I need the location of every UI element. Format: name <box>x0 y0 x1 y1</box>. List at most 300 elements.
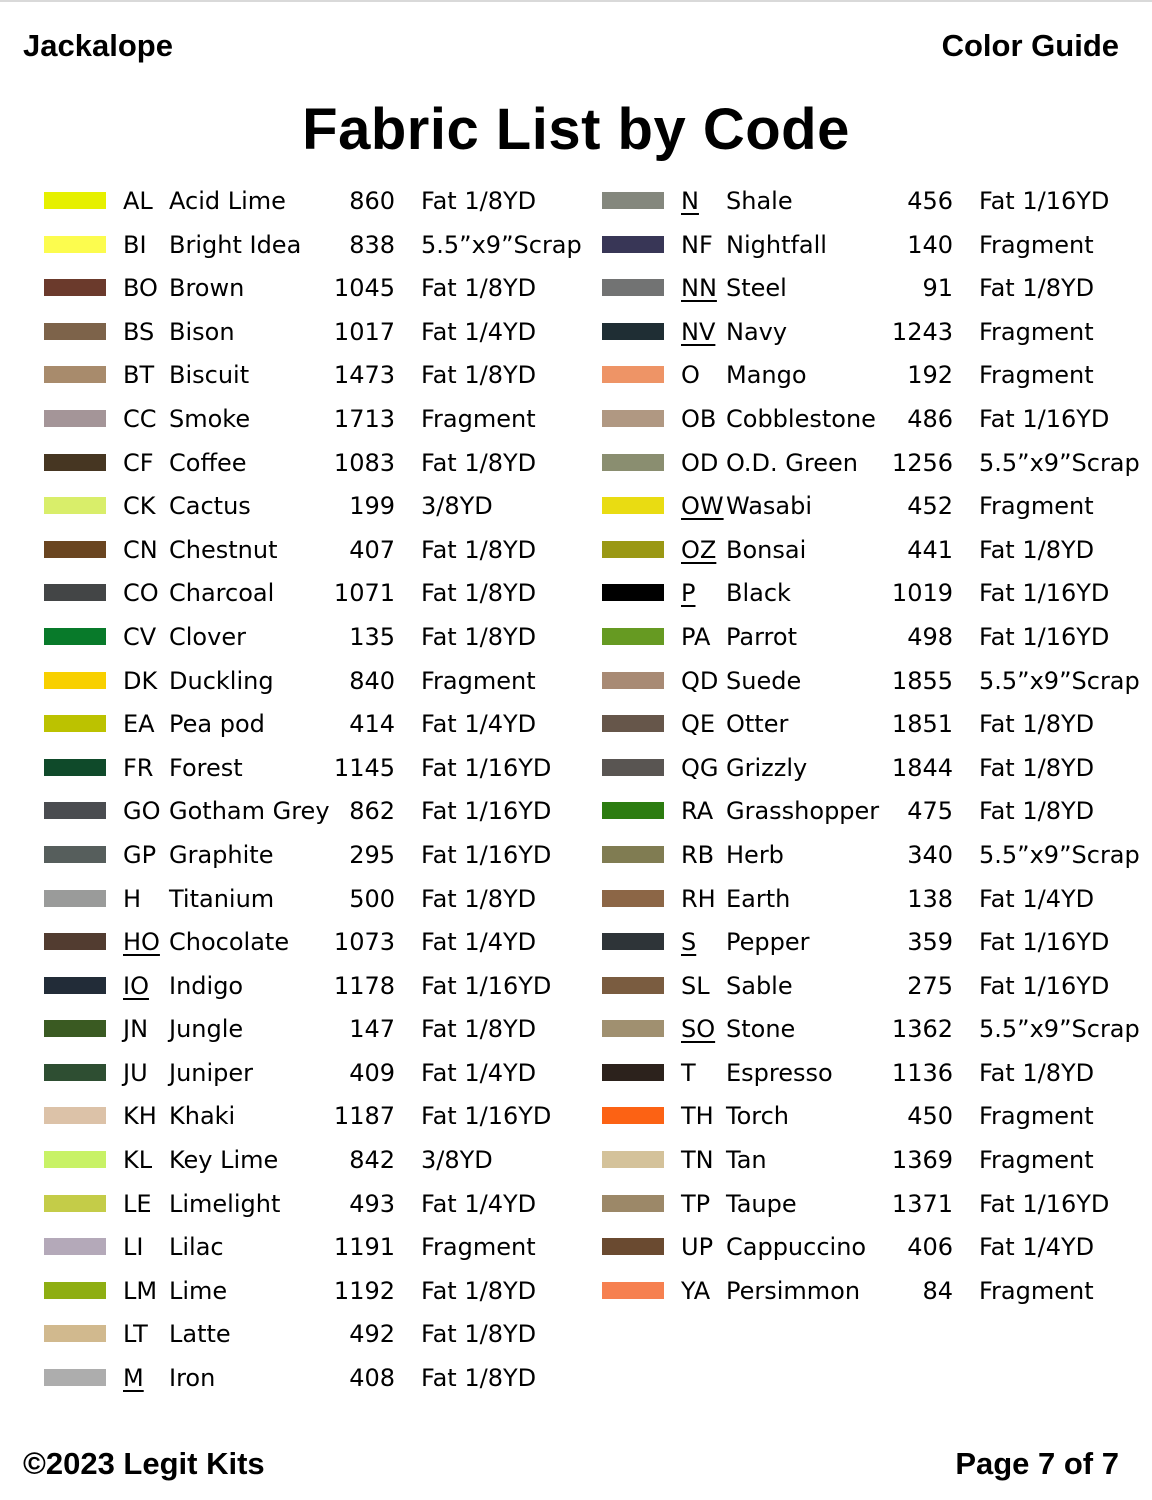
fabric-code: NF <box>681 230 713 259</box>
fabric-size: Fragment <box>421 666 536 695</box>
fabric-name: Brown <box>169 274 245 303</box>
fabric-quantity: 408 <box>349 1364 395 1393</box>
fabric-row <box>0 878 560 922</box>
fabric-size: Fat 1/8YD <box>421 1276 537 1305</box>
fabric-quantity: 860 <box>349 187 395 215</box>
fabric-row <box>0 790 560 834</box>
fabric-name: Clover <box>169 622 246 651</box>
fabric-row <box>0 703 560 747</box>
fabric-quantity: 1243 <box>891 317 953 346</box>
fabric-column-left <box>0 180 582 1401</box>
fabric-name: Shale <box>726 187 793 215</box>
fabric-code: M <box>123 1364 144 1393</box>
color-swatch <box>44 933 106 950</box>
color-swatch <box>44 1282 106 1299</box>
color-swatch <box>602 279 664 296</box>
color-swatch <box>44 628 106 645</box>
fabric-size: Fat 1/16YD <box>979 1189 1110 1218</box>
fabric-quantity: 475 <box>907 797 953 826</box>
color-swatch <box>44 1151 106 1168</box>
color-swatch <box>44 584 106 601</box>
fabric-size: Fragment <box>421 1233 536 1262</box>
fabric-name: Bonsai <box>726 535 807 564</box>
fabric-row <box>0 660 560 704</box>
fabric-size: Fat 1/16YD <box>421 753 552 782</box>
fabric-name: Herb <box>726 840 784 869</box>
fabric-name: Cappuccino <box>726 1233 867 1262</box>
color-swatch <box>602 454 664 471</box>
fabric-quantity: 1045 <box>333 274 395 303</box>
fabric-quantity: 1187 <box>333 1102 395 1131</box>
fabric-row <box>558 660 1140 704</box>
color-swatch <box>44 410 106 427</box>
fabric-quantity: 140 <box>907 230 953 259</box>
fabric-quantity: 1083 <box>333 448 395 477</box>
copyright: ©2023 Legit Kits <box>23 1446 265 1481</box>
fabric-column-right <box>558 180 1140 1313</box>
fabric-row <box>558 921 1118 965</box>
fabric-code: YA <box>681 1276 711 1305</box>
fabric-name: Khaki <box>169 1102 236 1131</box>
fabric-name: Nightfall <box>726 230 827 259</box>
fabric-row <box>0 1095 560 1139</box>
fabric-code: FR <box>123 753 154 782</box>
color-swatch <box>44 977 106 994</box>
kit-name: Jackalope <box>23 28 173 63</box>
fabric-row <box>558 790 1118 834</box>
fabric-size: 5.5”x9”Scrap <box>979 666 1140 695</box>
fabric-name: Pepper <box>726 928 810 957</box>
fabric-code: H <box>123 884 142 913</box>
color-swatch <box>602 1064 664 1081</box>
fabric-quantity: 498 <box>907 622 953 651</box>
fabric-row <box>558 1008 1140 1052</box>
fabric-name: Key Lime <box>169 1146 279 1175</box>
color-swatch <box>44 1064 106 1081</box>
fabric-code: JU <box>123 1058 148 1087</box>
fabric-quantity: 486 <box>907 404 953 433</box>
fabric-size: Fat 1/4YD <box>421 710 537 739</box>
fabric-size: 5.5”x9”Scrap <box>421 230 582 259</box>
fabric-size: 5.5”x9”Scrap <box>979 840 1140 869</box>
fabric-size: Fragment <box>979 1276 1094 1305</box>
fabric-size: Fat 1/8YD <box>979 753 1095 782</box>
fabric-name: Acid Lime <box>169 187 286 215</box>
fabric-code: RA <box>681 797 714 826</box>
color-swatch <box>44 759 106 776</box>
fabric-quantity: 199 <box>349 492 395 521</box>
fabric-name: Cobblestone <box>726 404 876 433</box>
fabric-code: CV <box>123 622 157 651</box>
color-swatch <box>44 802 106 819</box>
fabric-name: Lime <box>169 1276 228 1305</box>
fabric-name: Pea pod <box>169 710 265 739</box>
fabric-row <box>558 267 1118 311</box>
fabric-row <box>0 747 560 791</box>
fabric-size: Fat 1/4YD <box>979 884 1095 913</box>
fabric-quantity: 407 <box>349 535 395 564</box>
fabric-name: Gotham Grey <box>169 797 330 826</box>
fabric-code: S <box>681 928 697 957</box>
fabric-code: JN <box>123 1015 149 1044</box>
fabric-quantity: 492 <box>349 1320 395 1349</box>
fabric-size: Fragment <box>979 1102 1094 1131</box>
fabric-row <box>558 180 1118 224</box>
fabric-name: Charcoal <box>169 579 275 608</box>
color-swatch <box>602 366 664 383</box>
fabric-name: Biscuit <box>169 361 250 390</box>
color-swatch <box>602 977 664 994</box>
fabric-quantity: 1851 <box>891 710 953 739</box>
fabric-name: Smoke <box>169 404 251 433</box>
fabric-quantity: 1362 <box>891 1015 953 1044</box>
color-swatch <box>602 890 664 907</box>
fabric-name: Sable <box>726 971 793 1000</box>
fabric-row <box>558 1052 1118 1096</box>
fabric-row <box>0 224 582 268</box>
fabric-size: Fat 1/8YD <box>421 187 537 215</box>
guide-label: Color Guide <box>941 28 1119 63</box>
color-swatch <box>44 454 106 471</box>
fabric-quantity: 1256 <box>891 448 953 477</box>
fabric-quantity: 1369 <box>891 1146 953 1175</box>
fabric-code: EA <box>123 710 155 739</box>
fabric-code: CN <box>123 535 158 564</box>
fabric-row <box>0 1313 560 1357</box>
fabric-quantity: 1145 <box>333 753 395 782</box>
fabric-row <box>0 572 560 616</box>
fabric-size: Fat 1/8YD <box>421 622 537 651</box>
fabric-code: QD <box>681 666 719 695</box>
fabric-code: AL <box>123 187 153 215</box>
fabric-row <box>0 354 560 398</box>
fabric-code: RB <box>681 840 715 869</box>
color-swatch <box>44 1020 106 1037</box>
fabric-size: Fat 1/8YD <box>979 535 1095 564</box>
fabric-quantity: 1371 <box>891 1189 953 1218</box>
fabric-code: NV <box>681 317 716 346</box>
fabric-code: GO <box>123 797 161 826</box>
color-swatch <box>44 497 106 514</box>
fabric-code: CO <box>123 579 159 608</box>
fabric-name: Parrot <box>726 622 797 651</box>
fabric-size: Fat 1/8YD <box>421 1364 537 1393</box>
fabric-row <box>0 1008 560 1052</box>
color-swatch <box>44 192 106 209</box>
fabric-quantity: 135 <box>349 622 395 651</box>
fabric-name: Iron <box>169 1364 216 1393</box>
fabric-quantity: 192 <box>907 361 953 390</box>
fabric-name: Espresso <box>726 1058 833 1087</box>
fabric-row <box>558 1139 1118 1183</box>
color-swatch <box>602 759 664 776</box>
fabric-code: LI <box>123 1233 144 1262</box>
fabric-name: Steel <box>726 274 787 303</box>
fabric-code: IO <box>123 971 149 1000</box>
fabric-size: Fat 1/8YD <box>421 535 537 564</box>
fabric-size: Fat 1/16YD <box>979 971 1110 1000</box>
color-swatch <box>44 279 106 296</box>
fabric-name: Chestnut <box>169 535 278 564</box>
fabric-row <box>0 834 560 878</box>
fabric-name: Coffee <box>169 448 247 477</box>
fabric-quantity: 1017 <box>333 317 395 346</box>
fabric-quantity: 1713 <box>333 404 395 433</box>
fabric-name: Juniper <box>169 1058 254 1087</box>
color-swatch <box>602 541 664 558</box>
color-swatch <box>602 1107 664 1124</box>
fabric-name: Limelight <box>169 1189 281 1218</box>
color-swatch <box>602 802 664 819</box>
color-swatch <box>602 1238 664 1255</box>
fabric-code: HO <box>123 928 160 957</box>
fabric-size: Fragment <box>979 230 1094 259</box>
fabric-size: Fragment <box>979 317 1094 346</box>
fabric-quantity: 340 <box>907 840 953 869</box>
fabric-quantity: 409 <box>349 1058 395 1087</box>
fabric-code: BO <box>123 274 158 303</box>
fabric-name: O.D. Green <box>726 448 858 477</box>
color-swatch <box>44 541 106 558</box>
fabric-size: Fat 1/16YD <box>979 187 1110 215</box>
fabric-quantity: 842 <box>349 1146 395 1175</box>
fabric-size: 5.5”x9”Scrap <box>979 1015 1140 1044</box>
color-swatch <box>44 1325 106 1342</box>
fabric-name: Latte <box>169 1320 231 1349</box>
color-swatch <box>602 410 664 427</box>
fabric-row <box>558 1183 1118 1227</box>
fabric-name: Stone <box>726 1015 796 1044</box>
fabric-quantity: 91 <box>922 274 953 303</box>
fabric-row <box>558 485 1118 529</box>
fabric-size: Fat 1/16YD <box>421 797 552 826</box>
color-swatch <box>602 192 664 209</box>
fabric-size: 5.5”x9”Scrap <box>979 448 1140 477</box>
fabric-row <box>0 529 560 573</box>
fabric-size: Fat 1/16YD <box>421 840 552 869</box>
fabric-row <box>0 267 560 311</box>
color-swatch <box>44 846 106 863</box>
fabric-row <box>558 1270 1118 1314</box>
fabric-row <box>0 485 560 529</box>
fabric-name: Chocolate <box>169 928 290 957</box>
fabric-size: Fat 1/16YD <box>979 622 1110 651</box>
color-swatch <box>602 1195 664 1212</box>
fabric-code: GP <box>123 840 157 869</box>
color-swatch <box>602 715 664 732</box>
fabric-size: Fat 1/8YD <box>979 274 1095 303</box>
fabric-name: Jungle <box>169 1015 244 1044</box>
fabric-name: Torch <box>726 1102 790 1131</box>
top-rule <box>0 0 1152 2</box>
fabric-name: Otter <box>726 710 789 739</box>
fabric-row <box>558 398 1118 442</box>
fabric-row <box>0 616 560 660</box>
fabric-code: NN <box>681 274 717 303</box>
fabric-size: Fat 1/8YD <box>421 448 537 477</box>
fabric-row <box>0 1357 560 1401</box>
fabric-quantity: 452 <box>907 492 953 521</box>
fabric-code: DK <box>123 666 158 695</box>
fabric-size: 3/8YD <box>421 1146 493 1175</box>
fabric-code: CF <box>123 448 154 477</box>
fabric-size: Fat 1/8YD <box>421 579 537 608</box>
color-swatch <box>602 323 664 340</box>
fabric-code: UP <box>681 1233 714 1262</box>
fabric-row <box>0 1139 560 1183</box>
fabric-size: Fat 1/4YD <box>421 317 537 346</box>
fabric-row <box>0 965 560 1009</box>
fabric-code: TP <box>681 1189 711 1218</box>
fabric-quantity: 1191 <box>333 1233 395 1262</box>
fabric-size: Fat 1/8YD <box>979 797 1095 826</box>
color-swatch <box>602 236 664 253</box>
fabric-name: Lilac <box>169 1233 224 1262</box>
fabric-code: PA <box>681 622 711 651</box>
fabric-quantity: 147 <box>349 1015 395 1044</box>
fabric-row <box>558 965 1118 1009</box>
fabric-quantity: 500 <box>349 884 395 913</box>
fabric-quantity: 1192 <box>333 1276 395 1305</box>
fabric-code: CC <box>123 404 157 433</box>
fabric-size: Fragment <box>979 1146 1094 1175</box>
fabric-name: Forest <box>169 753 243 782</box>
fabric-code: TN <box>681 1146 714 1175</box>
fabric-row <box>0 1052 560 1096</box>
fabric-size: Fragment <box>421 404 536 433</box>
color-swatch <box>602 1282 664 1299</box>
fabric-quantity: 1855 <box>891 666 953 695</box>
fabric-row <box>0 921 560 965</box>
fabric-code: OW <box>681 492 724 521</box>
fabric-row <box>558 529 1118 573</box>
fabric-code: RH <box>681 884 716 913</box>
fabric-code: KL <box>123 1146 153 1175</box>
fabric-code: SO <box>681 1015 716 1044</box>
fabric-size: Fat 1/8YD <box>421 274 537 303</box>
fabric-row <box>0 398 560 442</box>
fabric-code: BI <box>123 230 147 259</box>
fabric-code: SL <box>681 971 710 1000</box>
fabric-name: Suede <box>726 666 802 695</box>
fabric-quantity: 838 <box>349 230 395 259</box>
fabric-code: OD <box>681 448 719 477</box>
fabric-quantity: 1178 <box>333 971 395 1000</box>
fabric-quantity: 1844 <box>891 753 953 782</box>
fabric-name: Graphite <box>169 840 274 869</box>
fabric-quantity: 493 <box>349 1189 395 1218</box>
fabric-size: Fat 1/8YD <box>979 710 1095 739</box>
fabric-quantity: 138 <box>907 884 953 913</box>
fabric-size: Fat 1/16YD <box>979 579 1110 608</box>
fabric-size: Fragment <box>979 361 1094 390</box>
fabric-quantity: 1473 <box>333 361 395 390</box>
fabric-name: Taupe <box>726 1189 797 1218</box>
fabric-row <box>0 1183 560 1227</box>
fabric-size: Fat 1/4YD <box>421 1189 537 1218</box>
fabric-name: Wasabi <box>726 492 813 521</box>
fabric-size: Fat 1/8YD <box>421 1015 537 1044</box>
fabric-row <box>558 572 1118 616</box>
fabric-code: LE <box>123 1189 152 1218</box>
fabric-row <box>0 311 560 355</box>
fabric-size: Fat 1/8YD <box>421 1320 537 1349</box>
fabric-code: BT <box>123 361 155 390</box>
fabric-name: Bison <box>169 317 235 346</box>
color-swatch <box>44 366 106 383</box>
fabric-size: Fat 1/8YD <box>979 1058 1095 1087</box>
fabric-code: LM <box>123 1276 158 1305</box>
fabric-row <box>558 747 1118 791</box>
fabric-name: Navy <box>726 317 788 346</box>
fabric-quantity: 1019 <box>891 579 953 608</box>
fabric-row <box>558 354 1118 398</box>
fabric-code: QG <box>681 753 719 782</box>
color-swatch <box>44 715 106 732</box>
fabric-size: Fat 1/4YD <box>421 1058 537 1087</box>
fabric-quantity: 840 <box>349 666 395 695</box>
fabric-quantity: 450 <box>907 1102 953 1131</box>
color-swatch <box>44 672 106 689</box>
fabric-code: P <box>681 579 696 608</box>
fabric-row <box>0 180 560 224</box>
fabric-quantity: 414 <box>349 710 395 739</box>
color-swatch <box>602 1151 664 1168</box>
color-swatch <box>602 1020 664 1037</box>
fabric-name: Indigo <box>169 971 244 1000</box>
fabric-code: TH <box>681 1102 714 1131</box>
fabric-quantity: 359 <box>907 928 953 957</box>
fabric-row <box>0 442 560 486</box>
fabric-name: Bright Idea <box>169 230 302 259</box>
fabric-row <box>558 1095 1118 1139</box>
fabric-quantity: 441 <box>907 535 953 564</box>
fabric-size: Fat 1/16YD <box>979 928 1110 957</box>
fabric-name: Grizzly <box>726 753 808 782</box>
fabric-row <box>558 878 1118 922</box>
page-number: Page 7 of 7 <box>955 1446 1119 1481</box>
fabric-code: KH <box>123 1102 157 1131</box>
fabric-name: Earth <box>726 884 791 913</box>
color-swatch <box>602 497 664 514</box>
color-swatch <box>602 628 664 645</box>
fabric-row <box>558 224 1118 268</box>
fabric-name: Titanium <box>169 884 275 913</box>
fabric-row <box>558 703 1118 747</box>
fabric-code: LT <box>123 1320 148 1349</box>
fabric-row <box>558 311 1118 355</box>
fabric-quantity: 862 <box>349 797 395 826</box>
fabric-row <box>0 1270 560 1314</box>
color-swatch <box>602 933 664 950</box>
fabric-name: Black <box>726 579 791 608</box>
color-swatch <box>44 323 106 340</box>
fabric-quantity: 456 <box>907 187 953 215</box>
fabric-quantity: 1071 <box>333 579 395 608</box>
fabric-code: BS <box>123 317 155 346</box>
fabric-size: 3/8YD <box>421 492 493 521</box>
fabric-name: Duckling <box>169 666 274 695</box>
fabric-row <box>558 834 1140 878</box>
fabric-size: Fat 1/16YD <box>421 971 552 1000</box>
fabric-size: Fat 1/16YD <box>979 404 1110 433</box>
fabric-code: O <box>681 361 700 390</box>
fabric-row <box>558 616 1118 660</box>
fabric-code: QE <box>681 710 716 739</box>
fabric-name: Grasshopper <box>726 797 880 826</box>
fabric-quantity: 295 <box>349 840 395 869</box>
color-swatch <box>44 1107 106 1124</box>
